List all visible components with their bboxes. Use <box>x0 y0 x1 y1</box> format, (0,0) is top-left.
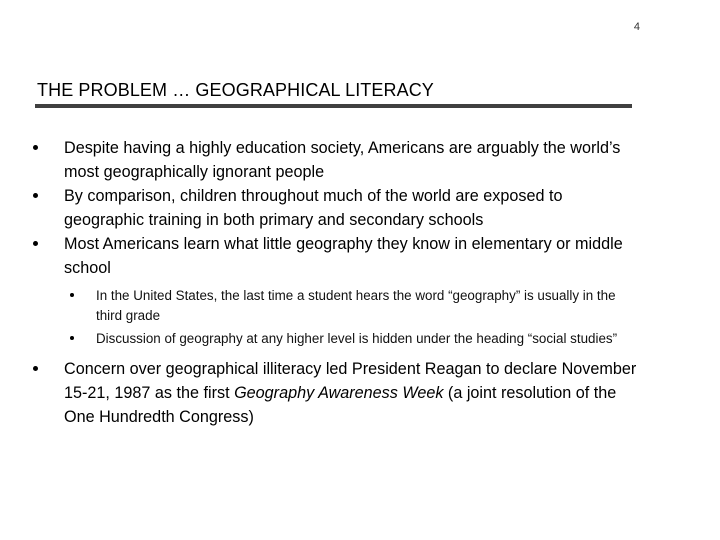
bullet-item <box>30 136 640 184</box>
bullet-dot-icon <box>33 145 38 150</box>
bullet-dot-icon <box>33 241 38 246</box>
bullet-item <box>30 357 640 429</box>
bullet-text-start: Concern over geographical illiteracy led President Reagan to declare November 15-21, 1987 as the first <box>64 359 637 402</box>
sub-bullet-item <box>64 286 640 325</box>
bullet-text: Despite having a highly education society, Americans are arguably the world’s most geographically ignorant people <box>64 139 621 181</box>
bullet-item <box>30 184 640 232</box>
bullet-text-end: (a joint resolution of the One Hundredth Congress) <box>64 383 617 426</box>
sub-bullet-dot-icon <box>70 336 74 340</box>
bullet-item <box>30 232 640 349</box>
sub-bullet-text: In the United States, the last time a student hears the word “geography” is usually in the third grade <box>96 288 616 323</box>
page-number: 4 <box>633 21 640 33</box>
bullet-text: Most Americans learn what little geography they know in elementary or middle school <box>64 235 623 277</box>
bullet-dot-icon <box>33 193 38 198</box>
bullet-dot-icon <box>33 366 38 371</box>
sub-bullet-dot-icon <box>70 293 74 297</box>
title-divider <box>35 104 632 108</box>
bullet-list <box>30 136 640 429</box>
bullet-text-italic: Geography Awareness Week <box>234 383 444 402</box>
slide-title: THE PROBLEM … GEOGRAPHICAL LITERACY <box>37 80 434 100</box>
sub-bullet-text: Discussion of geography at any higher level is hidden under the heading “social studies” <box>96 331 618 346</box>
bullet-text: By comparison, children throughout much of the world are exposed to geographic training in both primary and secondary schools <box>64 187 563 229</box>
sub-bullet-list <box>64 286 640 349</box>
sub-bullet-item <box>64 329 640 349</box>
